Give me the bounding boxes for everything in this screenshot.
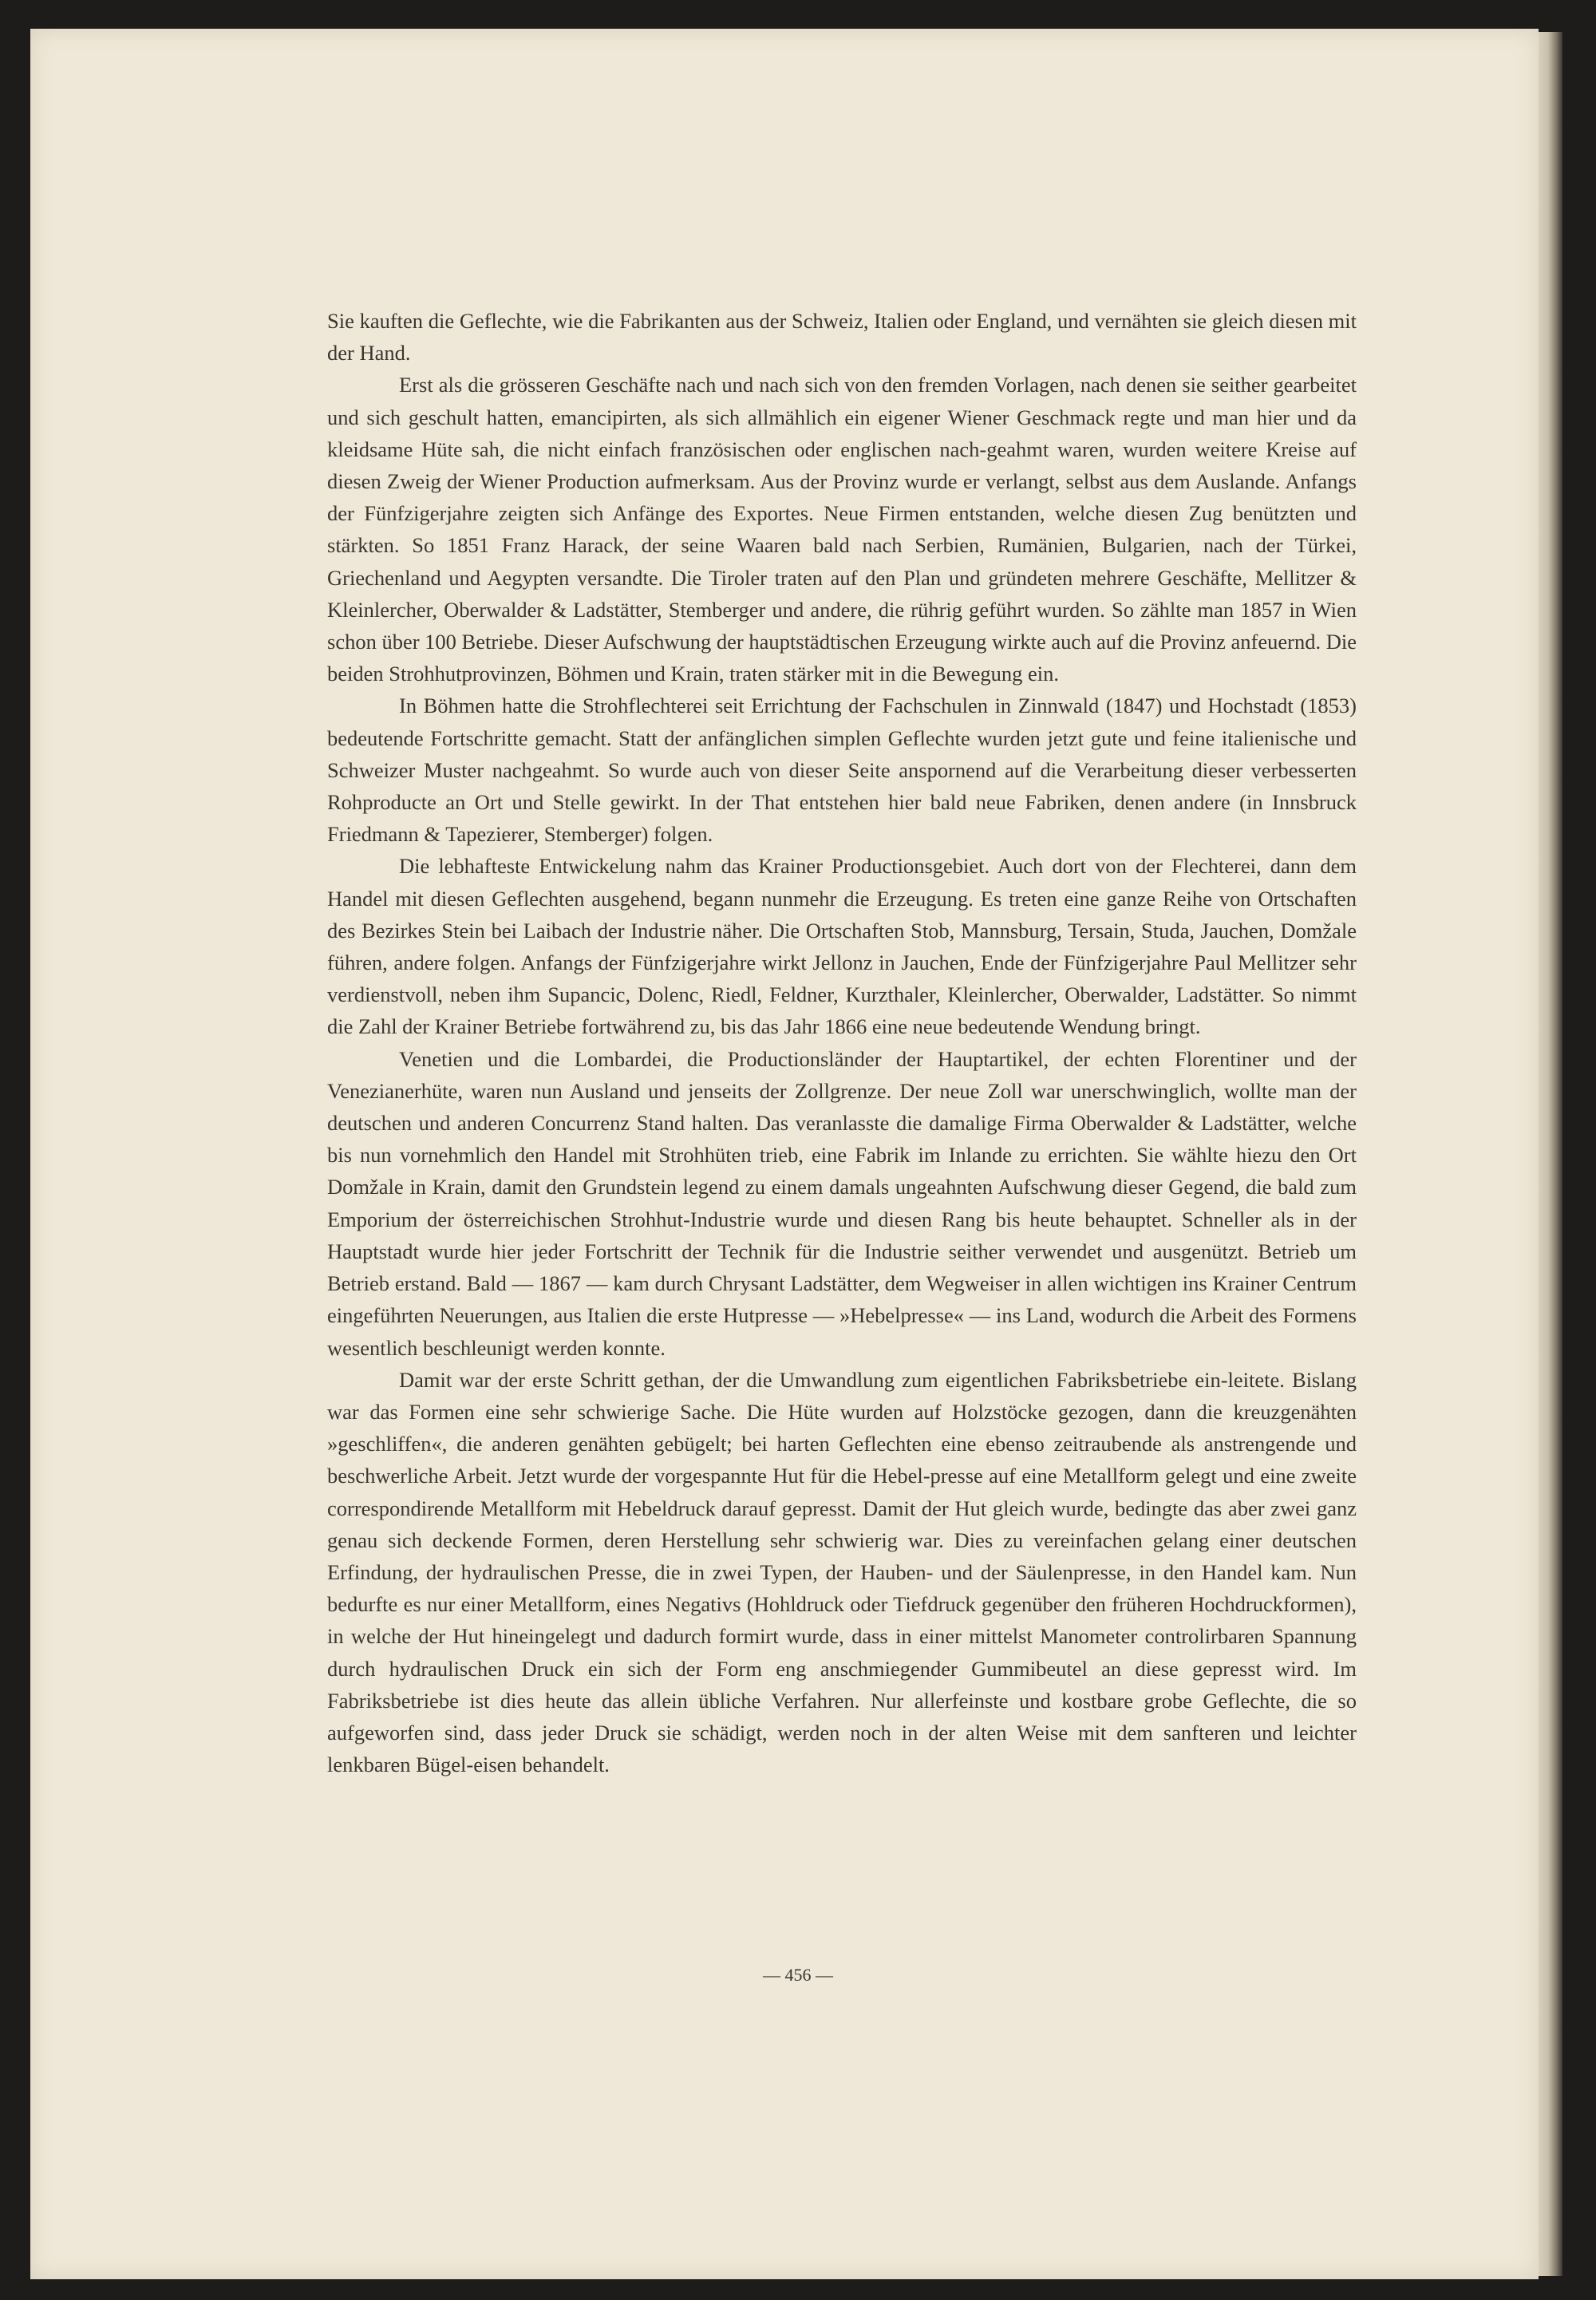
body-text <box>327 305 1357 1780</box>
paragraph: Die lebhafteste Entwickelung nahm das Krainer Productionsgebiet. Auch dort von der Flechterei, dann dem Handel mit diesen Geflechten ausgehend, begann nunmehr die Erzeugung. Es treten eine ganze Reihe von Ortschaften des Bezirkes Stein bei Laibach der Industrie näher. Die Ortschaften Stob, Mannsburg, Tersain, Studa, Jauchen, Domžale führen, andere folgen. Anfangs der Fünfzigerjahre wirkt Jellonz in Jauchen, Ende der Fünfzigerjahre Paul Mellitzer sehr verdienstvoll, neben ihm Supancic, Dolenc, Riedl, Feldner, Kurzthaler, Kleinlercher, Oberwalder, Ladstätter. So nimmt die Zahl der Krainer Betriebe fortwährend zu, bis das Jahr 1866 eine neue bedeutende Wendung bringt. <box>327 854 1357 1039</box>
paragraph: Damit war der erste Schritt gethan, der die Umwandlung zum eigentlichen Fabriksbetriebe ein-leitete. Bislang war das Formen eine sehr schwierige Sache. Die Hüte wurden auf Holzstöcke gezogen, dann die kreuzgenähten »geschliffen«, die anderen genähten gebügelt; bei harten Geflechten eine ebenso zeitraubende als anstrengende und beschwerliche Arbeit. Jetzt wurde der vorgespannte Hut für die Hebel-presse auf eine Metallform gelegt und eine zweite correspondirende Metallform mit Hebeldruck darauf gepresst. Damit der Hut gleich wurde, bedingte das aber zwei ganz genau sich deckende Formen, deren Herstellung sehr schwierig war. Dies zu vereinfachen gelang einer deutschen Erfindung, der hydraulischen Presse, die in zwei Typen, der Hauben- und der Säulenpresse, in den Handel kam. Nun bedurfte es nur einer Metallform, eines Negativs (Hohldruck oder Tiefdruck gegenüber den früheren Hochdruckformen), in welche der Hut hineingelegt und dadurch formirt wurde, dass in einer mittelst Manometer controlirbaren Spannung durch hydraulischen Druck ein sich der Form eng anschmiegender Gummibeutel an diese gepresst wird. Im Fabriksbetriebe ist dies heute das allein übliche Verfahren. Nur allerfeinste und kostbare grobe Geflechte, die so aufgeworfen sind, dass jeder Druck sie schädigt, werden noch in der alten Weise mit dem sanfteren und leichter lenkbaren Bügel-eisen behandelt. <box>327 1367 1357 1777</box>
page-number: — 456 — <box>763 1965 833 1985</box>
paragraph: Sie kauften die Geflechte, wie die Fabrikanten aus der Schweiz, Italien oder England, und vernähten sie gleich diesen mit der Hand. <box>327 309 1357 366</box>
paragraph: Venetien und die Lombardei, die Productionsländer der Hauptartikel, der echten Florentiner und der Venezianerhüte, waren nun Ausland und jenseits der Zollgrenze. Der neue Zoll war unerschwinglich, wollte man der deutschen und anderen Concurrenz Stand halten. Das veranlasste die damalige Firma Oberwalder & Ladstätter, welche bis nun vornehmlich den Handel mit Strohhüten trieb, eine Fabrik im Inlande zu errichten. Sie wählte hiezu den Ort Domžale in Krain, damit den Grundstein legend zu einem damals ungeahnten Aufschwung dieser Gegend, die bald zum Emporium der österreichischen Strohhut-Industrie wurde und diesen Rang bis heute behauptet. Schneller als in der Hauptstadt wurde hier jeder Fortschritt der Technik für die Industrie seither verwendet und ausgenützt. Betrieb um Betrieb erstand. Bald — 1867 — kam durch Chrysant Ladstätter, dem Wegweiser in allen wichtigen ins Krainer Centrum eingeführten Neuerungen, aus Italien die erste Hutpresse — »Hebelpresse« — ins Land, wodurch die Arbeit des Formens wesentlich beschleunigt werden konnte. <box>327 1046 1357 1360</box>
paragraph: In Böhmen hatte die Strohflechterei seit Errichtung der Fachschulen in Zinnwald (1847) und Hochstadt (1853) bedeutende Fortschritte gemacht. Statt der anfänglichen simplen Geflechte wurden jetzt gute und feine italienische und Schweizer Muster nachgeahmt. So wurde auch von dieser Seite anspornend auf die Verarbeitung dieser verbesserten Rohproducte an Ort und Stelle gewirkt. In der That entstehen hier bald neue Fabriken, denen andere (in Innsbruck Friedmann & Tapezierer, Stemberger) folgen. <box>327 694 1357 847</box>
page-edge <box>1539 32 1562 2276</box>
paragraph: Erst als die grösseren Geschäfte nach und nach sich von den fremden Vorlagen, nach denen sie seither gearbeitet und sich geschult hatten, emancipirten, als sich allmählich ein eigener Wiener Geschmack regte und man hier und da kleidsame Hüte sah, die nicht einfach französischen oder englischen nach-geahmt waren, wurden weitere Kreise auf diesen Zweig der Wiener Production aufmerksam. Aus der Provinz wurde er verlangt, selbst aus dem Auslande. Anfangs der Fünfzigerjahre zeigten sich Anfänge des Exportes. Neue Firmen entstanden, welche diesen Zug benützten und stärkten. So 1851 Franz Harack, der seine Waaren bald nach Serbien, Rumänien, Bulgarien, nach der Türkei, Griechenland und Aegypten versandte. Die Tiroler traten auf den Plan und gründeten mehrere Geschäfte, Mellitzer & Kleinlercher, Oberwalder & Ladstätter, Stemberger und andere, die rührig geführt wurden. So zählte man 1857 in Wien schon über 100 Betriebe. Dieser Aufschwung der hauptstädtischen Erzeugung wirkte auch auf die Provinz anfeuernd. Die beiden Strohhutprovinzen, Böhmen und Krain, traten stärker mit in die Bewegung ein. <box>327 373 1357 686</box>
